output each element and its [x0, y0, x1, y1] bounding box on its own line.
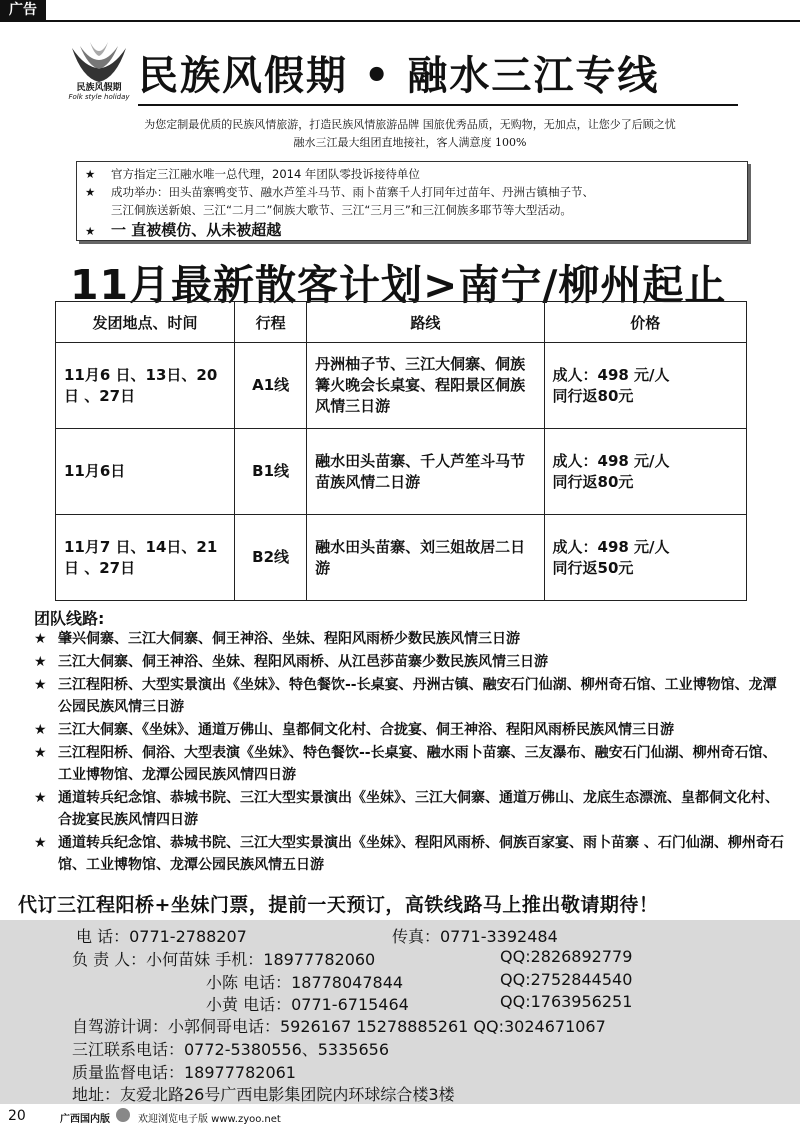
cell-price — [544, 429, 746, 515]
col-header-date: 发团地点、时间 — [56, 302, 235, 343]
page-title: 民族风假期 • 融水三江专线 — [138, 52, 660, 99]
page-number: 20 — [8, 1108, 26, 1124]
rebate-text: 同行返80元 — [552, 472, 634, 491]
schedule-table — [55, 301, 747, 601]
table-header-row — [56, 302, 747, 343]
qq2-text: QQ:2752844540 — [500, 970, 633, 989]
rebate-text: 同行返80元 — [552, 386, 634, 405]
cell-route: B2线 — [235, 515, 307, 601]
top-rule — [0, 20, 800, 22]
cell-price — [544, 515, 746, 601]
col-header-price: 价格 — [544, 302, 746, 343]
notice-line1: ★ 官方指定三江融水唯一总代理，2014 年团队零投诉接待单位 — [85, 167, 420, 181]
col-header-path: 路线 — [307, 302, 544, 343]
fax-text: 传真：0771-3392484 — [392, 927, 558, 946]
footer-section: 广西国内版 — [60, 1114, 110, 1125]
cell-path: 丹洲柚子节、三江大侗寨、侗族篝火晚会长桌宴、程阳景区侗族风情三日游 — [307, 343, 544, 429]
price-text: 成人：498 元/人 — [552, 365, 670, 384]
table-row — [56, 429, 747, 515]
sanjiang-text: 三江联系电话：0772-5380556、5335656 — [72, 1040, 390, 1059]
col-header-route: 行程 — [235, 302, 307, 343]
notice-line2: ★ 成功举办：田头苗寨鸭变节、融水芦笙斗马节、雨卜苗寨千人打同年过苗年、丹洲古镇柚子节、 — [85, 185, 594, 199]
site-logo-icon — [116, 1108, 130, 1122]
footer — [0, 1104, 800, 1126]
star-icon: ★ — [34, 722, 47, 738]
address-text: 地址：友爱北路26号广西电影集团院内环球综合楼3楼 — [72, 1085, 455, 1104]
footer-site: 欢迎浏览电子版 www.zyoo.net — [138, 1114, 281, 1125]
title-rule — [138, 104, 738, 106]
logo-cn-text: 民族风假期 — [76, 83, 122, 93]
table-row — [56, 515, 747, 601]
notice-box — [76, 161, 748, 241]
price-text: 成人：498 元/人 — [552, 451, 670, 470]
tagline — [70, 116, 750, 152]
star-icon: ★ — [34, 745, 47, 761]
price-text: 成人：498 元/人 — [552, 537, 670, 556]
promo-banner: 代订三江程阳桥+坐妹门票，提前一天预订，高铁线路马上推出敬请期待！ — [18, 894, 659, 916]
star-icon: ★ — [34, 677, 47, 693]
table-row — [56, 343, 747, 429]
team-routes-title: 团队线路: — [34, 609, 105, 628]
tel-text: 电 话：0771-2788207 — [76, 927, 247, 946]
cell-path: 融水田头苗寨、千人芦笙斗马节苗族风情二日游 — [307, 429, 544, 515]
cell-price — [544, 343, 746, 429]
tour-list — [34, 628, 784, 877]
logo-en-text: Folk style holiday — [68, 93, 130, 101]
headline: 11月最新散客计划>南宁/柳州起止 — [70, 261, 727, 309]
list-item: ★ 三江大侗寨、侗王神浴、坐妹、程阳风雨桥、从江邑莎苗寨少数民族风情三日游 — [34, 651, 784, 673]
star-icon: ★ — [34, 835, 47, 851]
tagline-line2: 融水三江最大组团直地接社，客人满意度 100% — [293, 136, 527, 149]
manager2-text: 小陈 电话：18778047844 — [206, 973, 404, 992]
qq1-text: QQ:2826892779 — [500, 947, 633, 966]
cell-date: 11月7 日、14日、21日 、27日 — [56, 515, 235, 601]
list-item: ★ 通道转兵纪念馆、恭城书院、三江大型实景演出《坐妹》、三江大侗寨、通道万佛山、龙底生态漂流、皇都侗文化村、合拢宴民族风情四日游 — [34, 787, 784, 831]
cell-route: B1线 — [235, 429, 307, 515]
contact-box — [0, 920, 800, 1104]
star-icon: ★ — [34, 790, 47, 806]
notice-line3: 三江侗族送新娘、三江“二月二”侗族大歌节、三江“三月三”和三江侗族多耶节等大型活动。 — [111, 203, 572, 217]
list-item: ★ 三江程阳桥、侗浴、大型表演《坐妹》、特色餐饮--长桌宴、融水雨卜苗寨、三友瀑布、融安石门仙湖、柳州奇石馆、工业博物馆、龙潭公园民族风情四日游 — [34, 742, 784, 786]
list-item: ★ 通道转兵纪念馆、恭城书院、三江大型实景演出《坐妹》、程阳风雨桥、侗族百家宴、雨卜苗寨 、石门仙湖、柳州奇石馆、工业博物馆、龙潭公园民族风情五日游 — [34, 832, 784, 876]
rebate-text: 同行返50元 — [552, 558, 634, 577]
cell-path: 融水田头苗寨、刘三姐故居二日游 — [307, 515, 544, 601]
manager1-text: 负 责 人：小何苗妹 手机：18977782060 — [72, 950, 376, 969]
cell-date: 11月6日 — [56, 429, 235, 515]
self-drive-text: 自驾游计调：小郭侗哥电话：5926167 15278885261 QQ:3024671067 — [72, 1017, 606, 1036]
ad-tag: 广告 — [0, 0, 46, 20]
qq3-text: QQ:1763956251 — [500, 992, 633, 1011]
list-item: ★ 三江程阳桥、大型实景演出《坐妹》、特色餐饮--长桌宴、丹洲古镇、融安石门仙湖、柳州奇石馆、工业博物馆、龙潭公园民族风情三日游 — [34, 674, 784, 718]
star-icon: ★ — [34, 631, 47, 647]
cell-route: A1线 — [235, 343, 307, 429]
manager3-text: 小黄 电话：0771-6715464 — [206, 995, 409, 1014]
list-item: ★ 肇兴侗寨、三江大侗寨、侗王神浴、坐妹、程阳风雨桥少数民族风情三日游 — [34, 628, 784, 650]
notice-line4: ★ 一 直被模仿、从未被超越 — [85, 221, 282, 239]
cell-date: 11月6 日、13日、20日 、27日 — [56, 343, 235, 429]
supervision-text: 质量监督电话：18977782061 — [72, 1063, 296, 1082]
list-item: ★ 三江大侗寨、《坐妹》、通道万佛山、皇都侗文化村、合拢宴、侗王神浴、程阳风雨桥民族风情三日游 — [34, 719, 784, 741]
star-icon: ★ — [34, 654, 47, 670]
tagline-line1: 为您定制最优质的民族风情旅游，打造民族风情旅游品牌 国旅优秀品质，无购物，无加点，让您少了后顾之忧 — [144, 118, 676, 131]
